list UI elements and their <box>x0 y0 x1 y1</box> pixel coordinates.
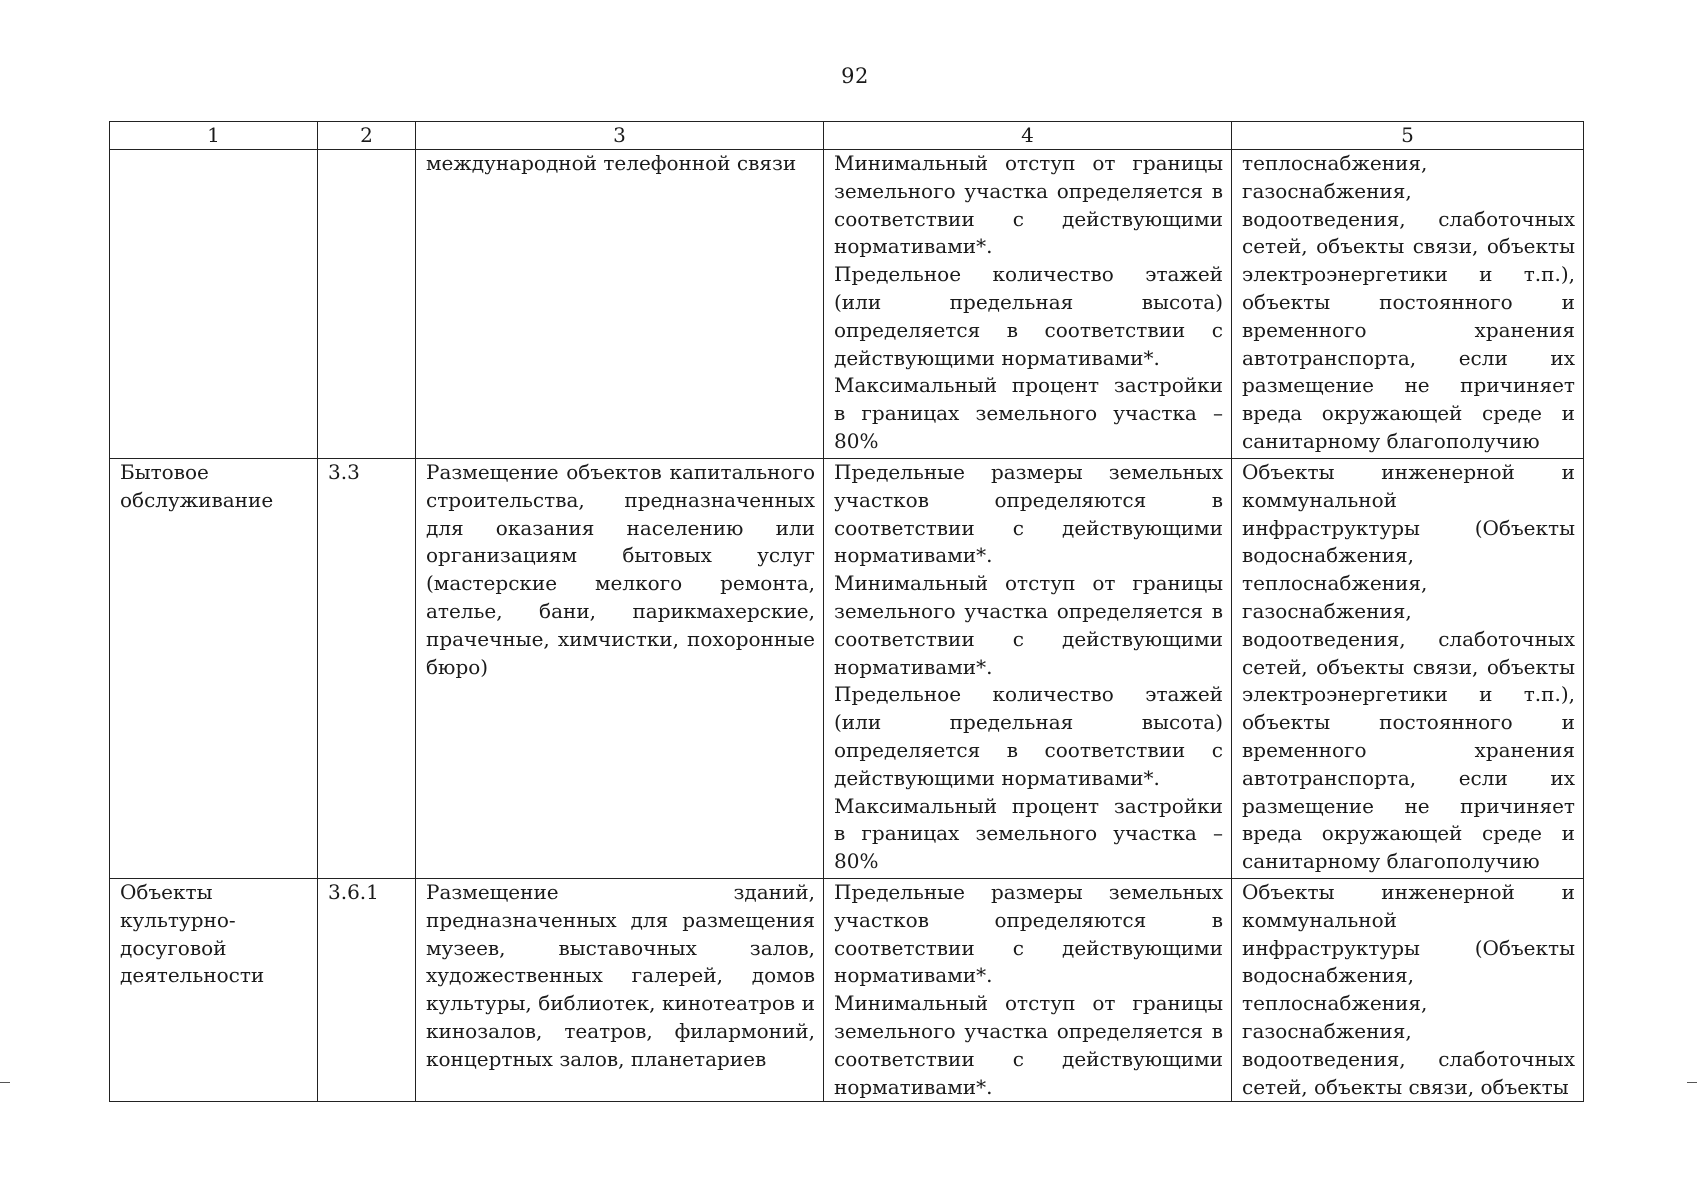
use-type-name: Объекты культурно-досуговой деятельности <box>110 879 318 1102</box>
use-type-code <box>318 150 416 459</box>
header-row <box>110 122 1584 150</box>
column-header-4: 4 <box>824 122 1232 150</box>
description-text: Размещение зданий, предназначенных для размещения музеев, выставочных залов, художественных галерей, домов культуры, библиотек, кинотеатров и кинозалов, театров, филармоний, концертных залов, планетариев <box>426 880 815 1071</box>
use-type-description <box>416 879 824 1102</box>
column-header-1: 1 <box>110 122 318 150</box>
column-header-5: 5 <box>1232 122 1584 150</box>
parameter-text: Минимальный отступ от границы земельного участка определяется в соответствии с действующими нормативами*. <box>834 151 1223 259</box>
auxiliary-text: Объекты инженерной и коммунальной инфраструктуры (Объекты водоснабжения, теплоснабжения, газоснабжения, водоотведения, слаботочных сетей, объекты связи, объекты <box>1242 880 1575 1099</box>
parameter-text: Минимальный отступ от границы земельного участка определяется в соответствии с действующими нормативами*. <box>834 571 1223 679</box>
use-type-name <box>110 150 318 459</box>
parameter-text: Предельные размеры земельных участков определяются в соответствии с действующими нормативами*. <box>834 460 1223 568</box>
parameter-text: Предельное количество этажей (или предельная высота) определяется в соответствии с действующими нормативами*. <box>834 682 1223 790</box>
auxiliary-text: теплоснабжения, газоснабжения, водоотведения, слаботочных сетей, объекты связи, объекты электроэнергетики и т.п.), объекты постоянного и временного хранения автотранспорта, если их размещение не причиняет вреда окружающей среде и санитарному благополучию <box>1242 151 1575 453</box>
auxiliary-uses <box>1232 879 1584 1102</box>
parameter-text: Предельные размеры земельных участков определяются в соответствии с действующими нормативами*. <box>834 880 1223 988</box>
parameter-text: Максимальный процент застройки в границах земельного участка – 80% <box>834 373 1223 453</box>
land-use-regulations-table <box>109 121 1584 1102</box>
scan-edge-mark-left <box>0 1082 10 1083</box>
building-parameters <box>824 879 1232 1102</box>
table-row <box>110 459 1584 879</box>
use-type-description <box>416 459 824 879</box>
scan-edge-mark-right <box>1687 1082 1697 1083</box>
auxiliary-uses <box>1232 150 1584 459</box>
auxiliary-text: Объекты инженерной и коммунальной инфраструктуры (Объекты водоснабжения, теплоснабжения, газоснабжения, водоотведения, слаботочных сетей, объекты связи, объекты электроэнергетики и т.п.), объекты постоянного и временного хранения автотранспорта, если их размещение не причиняет вреда окружающей среде и санитарному благополучию <box>1242 460 1575 874</box>
table-row <box>110 879 1584 1102</box>
column-header-3: 3 <box>416 122 824 150</box>
table-body <box>110 150 1584 1102</box>
use-type-code: 3.3 <box>318 459 416 879</box>
parameter-text: Минимальный отступ от границы земельного участка определяется в соответствии с действующими нормативами*. <box>834 991 1223 1099</box>
use-type-name: Бытовое обслуживание <box>110 459 318 879</box>
table-header <box>110 122 1584 150</box>
use-type-code: 3.6.1 <box>318 879 416 1102</box>
parameter-text: Предельное количество этажей (или предельная высота) определяется в соответствии с действующими нормативами*. <box>834 262 1223 370</box>
table-row <box>110 150 1584 459</box>
description-text: международной телефонной связи <box>426 151 797 175</box>
page-number: 92 <box>841 64 869 88</box>
building-parameters <box>824 150 1232 459</box>
building-parameters <box>824 459 1232 879</box>
parameter-text: Максимальный процент застройки в границах земельного участка – 80% <box>834 793 1223 874</box>
column-header-2: 2 <box>318 122 416 150</box>
description-text: Размещение объектов капитального строительства, предназначенных для оказания населению или организациям бытовых услуг (мастерские мелкого ремонта, ателье, бани, парикмахерские, прачечные, химчистки, похоронные бюро) <box>426 460 815 679</box>
use-type-description <box>416 150 824 459</box>
auxiliary-uses <box>1232 459 1584 879</box>
